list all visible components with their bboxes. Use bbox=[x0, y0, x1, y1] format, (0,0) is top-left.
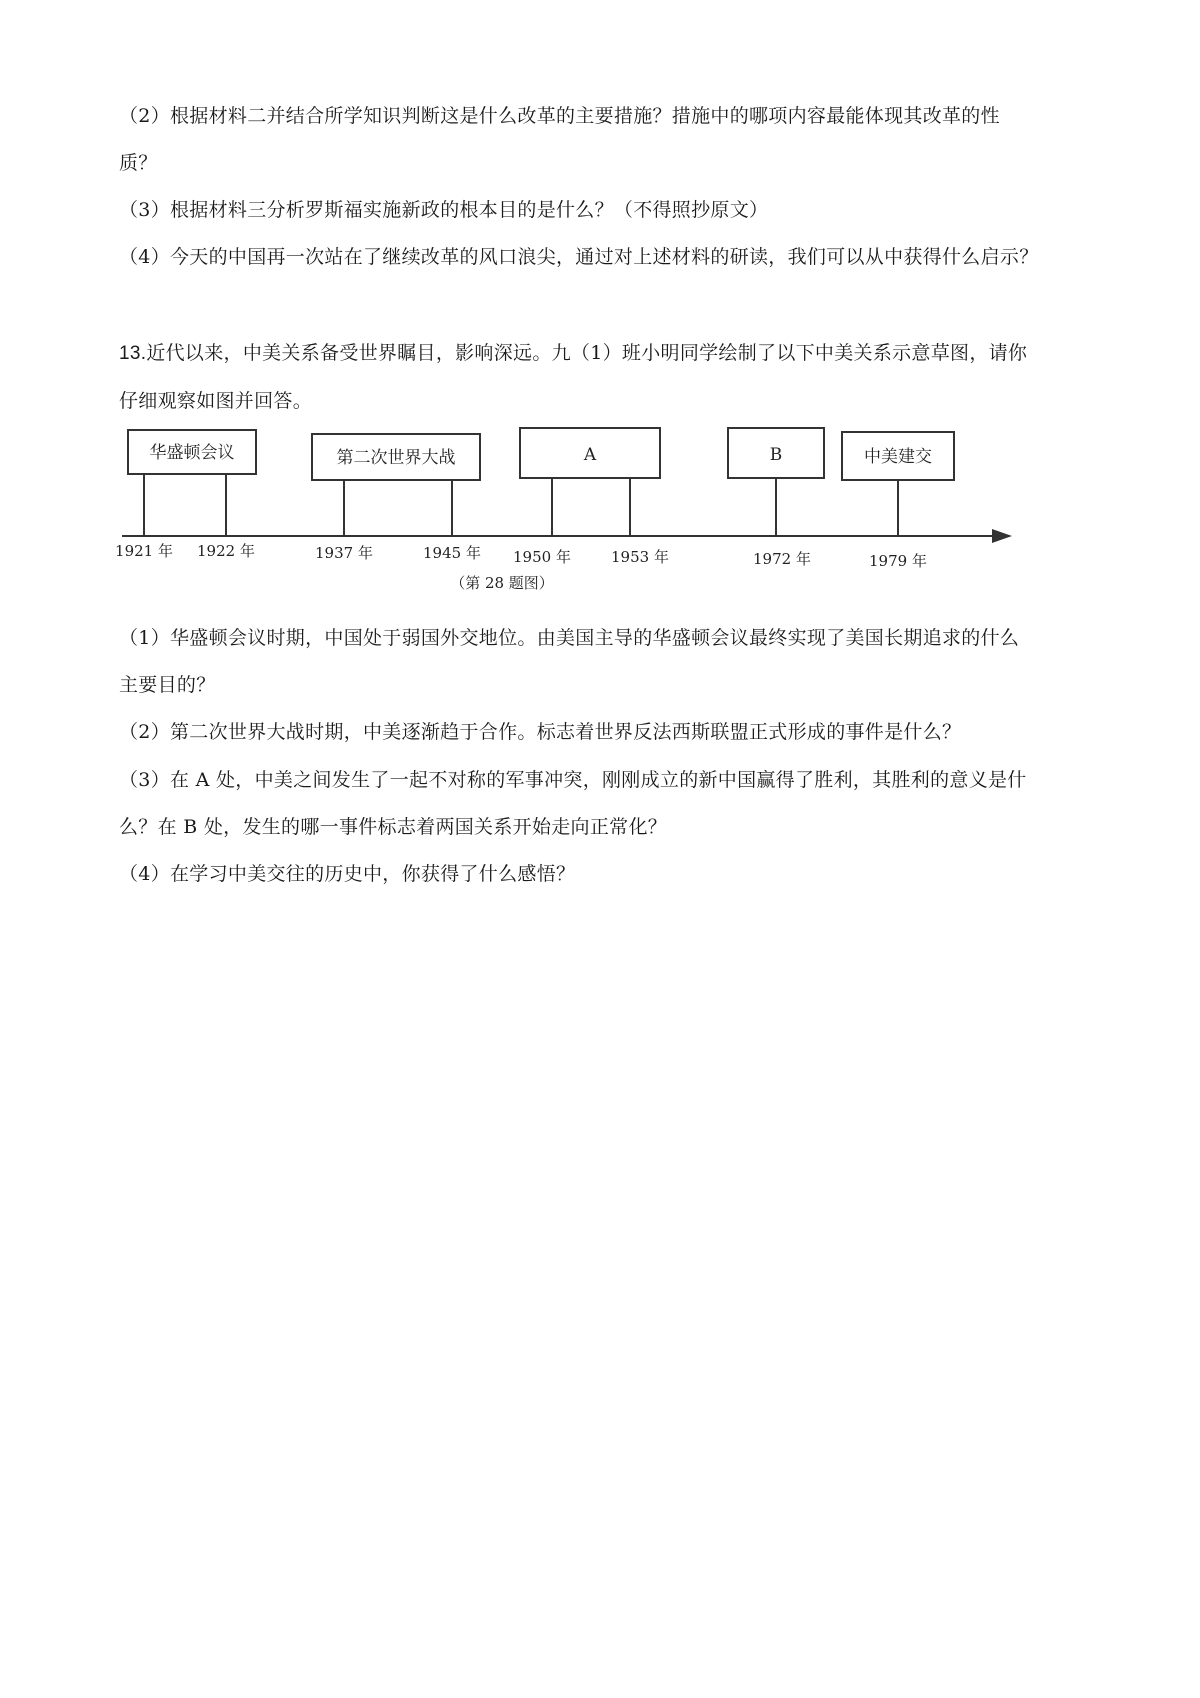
q13-sub3-line2: 么？在 B 处，发生的哪一事件标志着两国关系开始走向正常化？ bbox=[119, 816, 668, 838]
q2-text-line1: （2）根据材料二并结合所学知识判断这是什么改革的主要措施？措施中的哪项内容最能体现其改革的性 bbox=[119, 105, 1000, 127]
timeline-figure bbox=[115, 428, 1014, 594]
q13-sub4: （4）在学习中美交往的历史中，你获得了什么感悟？ bbox=[119, 863, 576, 885]
timeline-box-washington-conference bbox=[115, 430, 256, 560]
timeline-box-ww2 bbox=[312, 434, 481, 562]
year-label: 1921 年 bbox=[115, 542, 173, 560]
q13-sub1-line2: 主要目的？ bbox=[119, 674, 216, 696]
q3-text: （3）根据材料三分析罗斯福实施新政的根本目的是什么？（不得照抄原文） bbox=[119, 199, 769, 221]
q13-sub1-line1: （1）华盛顿会议时期，中国处于弱国外交地位。由美国主导的华盛顿会议最终实现了美国长期追求的什么 bbox=[119, 627, 1020, 649]
q13-stem-text: 近代以来，中美关系备受世界瞩目，影响深远。九（1）班小明同学绘制了以下中美关系示意草图，请你 bbox=[146, 342, 1028, 364]
box-label: 华盛顿会议 bbox=[149, 443, 235, 463]
q13-sub3-line1: （3）在 A 处，中美之间发生了一起不对称的军事冲突，刚刚成立的新中国赢得了胜利，其胜利的意义是什 bbox=[119, 769, 1027, 791]
figure-caption: （第 28 题图） bbox=[450, 574, 554, 592]
year-label: 1979 年 bbox=[869, 552, 927, 570]
year-label: 1972 年 bbox=[753, 550, 811, 568]
year-label: 1950 年 bbox=[513, 548, 571, 566]
timeline-box-a bbox=[513, 428, 669, 566]
q4-text: （4）今天的中国再一次站在了继续改革的风口浪尖，通过对上述材料的研读，我们可以从中获得什么启示？ bbox=[119, 246, 1039, 268]
year-label: 1945 年 bbox=[423, 544, 481, 562]
box-label: 中美建交 bbox=[864, 447, 932, 467]
q2-text-line2: 质？ bbox=[119, 152, 158, 174]
year-label: 1922 年 bbox=[197, 542, 255, 560]
year-label: 1937 年 bbox=[315, 544, 373, 562]
timeline-box-b bbox=[728, 428, 824, 568]
box-label: 第二次世界大战 bbox=[336, 448, 456, 468]
timeline-box-diplomatic-relations bbox=[842, 432, 954, 570]
box-label: B bbox=[769, 445, 783, 465]
year-label: 1953 年 bbox=[611, 548, 669, 566]
q13-stem-line2: 仔细观察如图并回答。 bbox=[119, 390, 313, 412]
box-label: A bbox=[583, 445, 597, 465]
q13-sub2: （2）第二次世界大战时期，中美逐渐趋于合作。标志着世界反法西斯联盟正式形成的事件是什么？ bbox=[119, 721, 962, 743]
question-number: 13. bbox=[119, 343, 147, 364]
q13-stem-line1 bbox=[119, 341, 1027, 366]
timeline-arrow-icon bbox=[992, 529, 1012, 543]
